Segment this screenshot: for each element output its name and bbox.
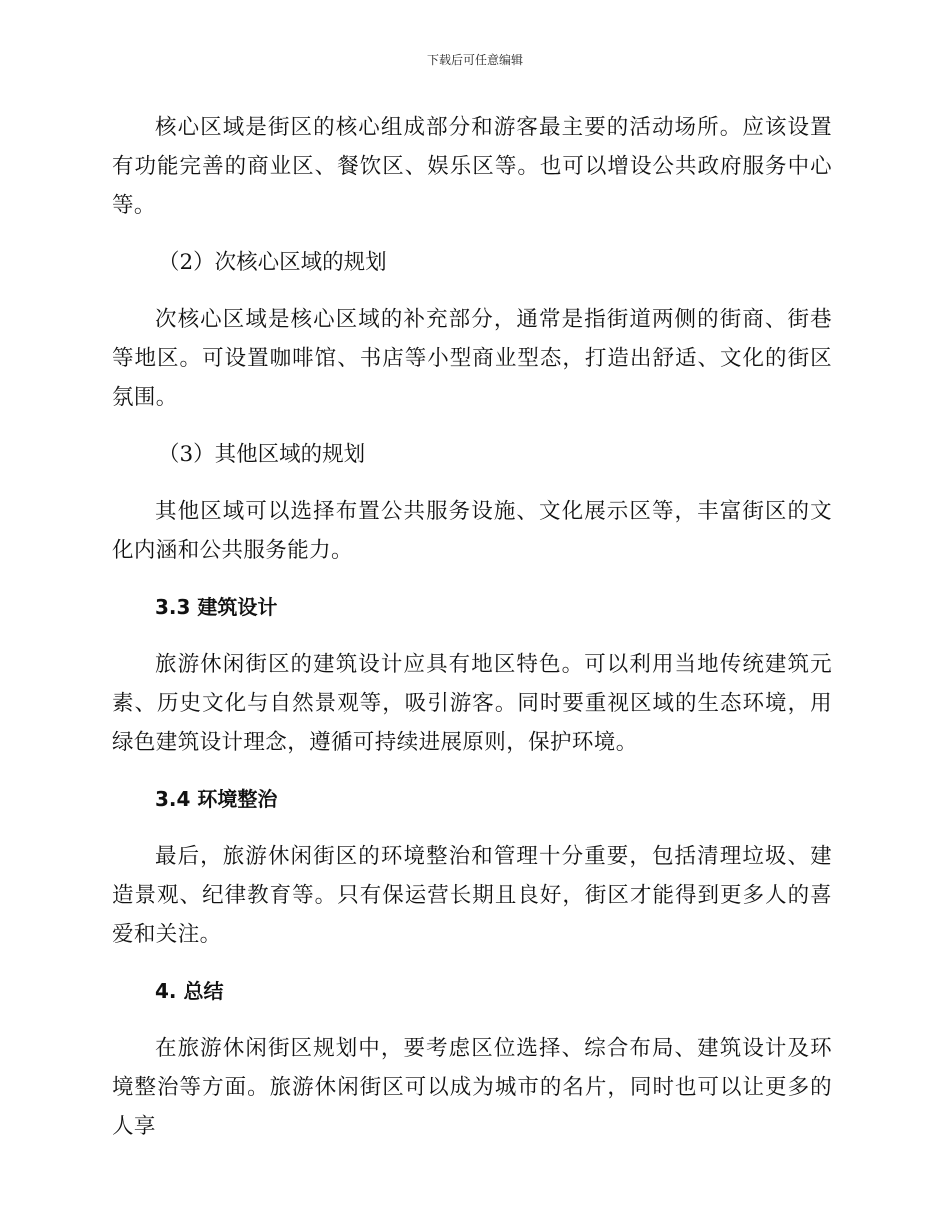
- paragraph-secondary-core-area: 次核心区域是核心区域的补充部分，通常是指街道两侧的街商、街巷等地区。可设置咖啡馆、书店等小型商业型态，打造出舒适、文化的街区氛围。: [112, 307, 832, 410]
- paragraph-architecture: 旅游休闲街区的建筑设计应具有地区特色。可以利用当地传统建筑元素、历史文化与自然景观等，吸引游客。同时要重视区域的生态环境，用绿色建筑设计理念，遵循可持续进展原则，保护环境。: [112, 652, 832, 755]
- paragraph-core-area: 核心区域是街区的核心组成部分和游客最主要的活动场所。应该设置有功能完善的商业区、餐饮区、娱乐区等。也可以增设公共政府服务中心等。: [112, 115, 832, 218]
- section-heading-environment: 3.4 环境整治: [155, 787, 278, 811]
- paragraph-environment: 最后，旅游休闲街区的环境整治和管理十分重要，包括清理垃圾、建造景观、纪律教育等。只有保运营长期且良好，街区才能得到更多人的喜爱和关注。: [112, 844, 832, 947]
- section-heading-architecture: 3.3 建筑设计: [155, 595, 278, 619]
- page-header: 下载后可任意编辑: [426, 53, 523, 67]
- document-body: [112, 108, 832, 1164]
- subheading-other-areas: （3）其他区域的规划: [158, 442, 366, 467]
- subheading-secondary-core-area: （2）次核心区域的规划: [158, 250, 387, 275]
- section-heading-summary: 4. 总结: [155, 979, 224, 1003]
- paragraph-other-areas: 其他区域可以选择布置公共服务设施、文化展示区等，丰富街区的文化内涵和公共服务能力。: [112, 499, 832, 563]
- paragraph-summary: 在旅游休闲街区规划中，要考虑区位选择、综合布局、建筑设计及环境整治等方面。旅游休闲街区可以成为城市的名片，同时也可以让更多的人享: [112, 1036, 832, 1139]
